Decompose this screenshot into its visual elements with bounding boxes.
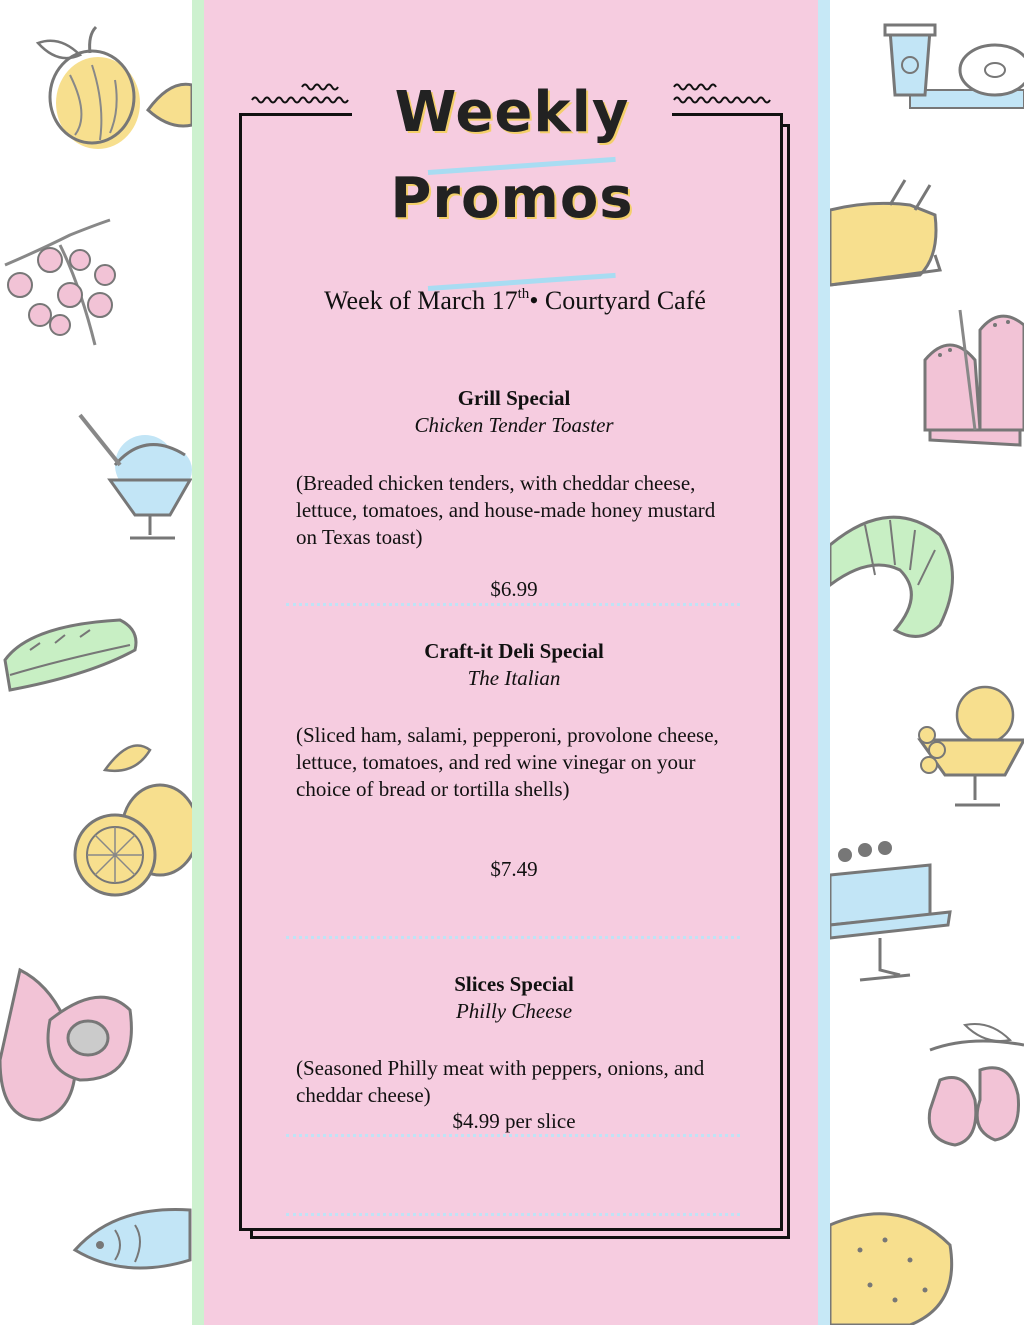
salt-pepper-icon bbox=[920, 300, 1024, 465]
melon-icon bbox=[830, 1205, 955, 1325]
special-description: (Sliced ham, salami, pepperoni, provolone cheese, lettuce, tomatoes, and red wine vinegar on your choice of bread or tortilla shells) bbox=[296, 723, 719, 801]
dotted-divider bbox=[286, 1134, 740, 1137]
fruit-bowl-icon bbox=[915, 680, 1024, 815]
title-line-2: Promos bbox=[390, 166, 634, 231]
special-description: (Breaded chicken tenders, with cheddar cheese, lettuce, tomatoes, and house-made honey mustard on Texas toast) bbox=[296, 471, 716, 549]
coffee-donut-icon bbox=[880, 20, 1024, 115]
left-color-strip bbox=[192, 0, 204, 1325]
dotted-divider bbox=[286, 1213, 740, 1216]
subtitle-ordinal: th bbox=[517, 286, 530, 302]
special-item-name: Chicken Tender Toaster bbox=[414, 413, 614, 437]
week-subtitle bbox=[310, 284, 720, 318]
special-description: (Seasoned Philly meat with peppers, onions, and cheddar cheese) bbox=[296, 1056, 705, 1107]
special-price: $7.49 bbox=[490, 857, 538, 881]
croissant-icon bbox=[830, 505, 960, 645]
left-squiggle-ornament bbox=[250, 78, 350, 108]
apple-icon bbox=[30, 25, 195, 155]
right-color-strip bbox=[818, 0, 830, 1325]
special-price: $6.99 bbox=[490, 577, 538, 601]
dotted-divider bbox=[286, 603, 740, 606]
cake-icon bbox=[830, 830, 955, 990]
left-decoration-column bbox=[0, 0, 192, 1325]
roast-chicken-icon bbox=[830, 175, 945, 300]
sandwich-icon bbox=[0, 605, 145, 705]
dotted-divider bbox=[286, 936, 740, 939]
right-squiggle-ornament bbox=[672, 78, 772, 108]
right-decoration-column bbox=[830, 0, 1024, 1325]
subtitle-date: Week of March 17 bbox=[324, 286, 518, 315]
pears-icon bbox=[910, 1020, 1024, 1160]
special-item-name: Philly Cheese bbox=[455, 999, 573, 1023]
title-block bbox=[352, 80, 672, 240]
ice-cream-icon bbox=[75, 410, 193, 550]
lemon-icon bbox=[50, 730, 193, 910]
special-heading: Grill Special bbox=[457, 386, 571, 410]
title-line-1: Weekly bbox=[394, 80, 630, 145]
special-price: $4.99 per slice bbox=[452, 1109, 576, 1133]
berries-icon bbox=[0, 205, 130, 350]
fish-icon bbox=[65, 1190, 193, 1290]
avocado-icon bbox=[0, 960, 140, 1130]
special-item-name: The Italian bbox=[467, 666, 561, 690]
special-heading: Slices Special bbox=[454, 972, 574, 996]
special-heading: Craft-it Deli Special bbox=[424, 639, 604, 663]
subtitle-location: • Courtyard Café bbox=[529, 286, 706, 315]
